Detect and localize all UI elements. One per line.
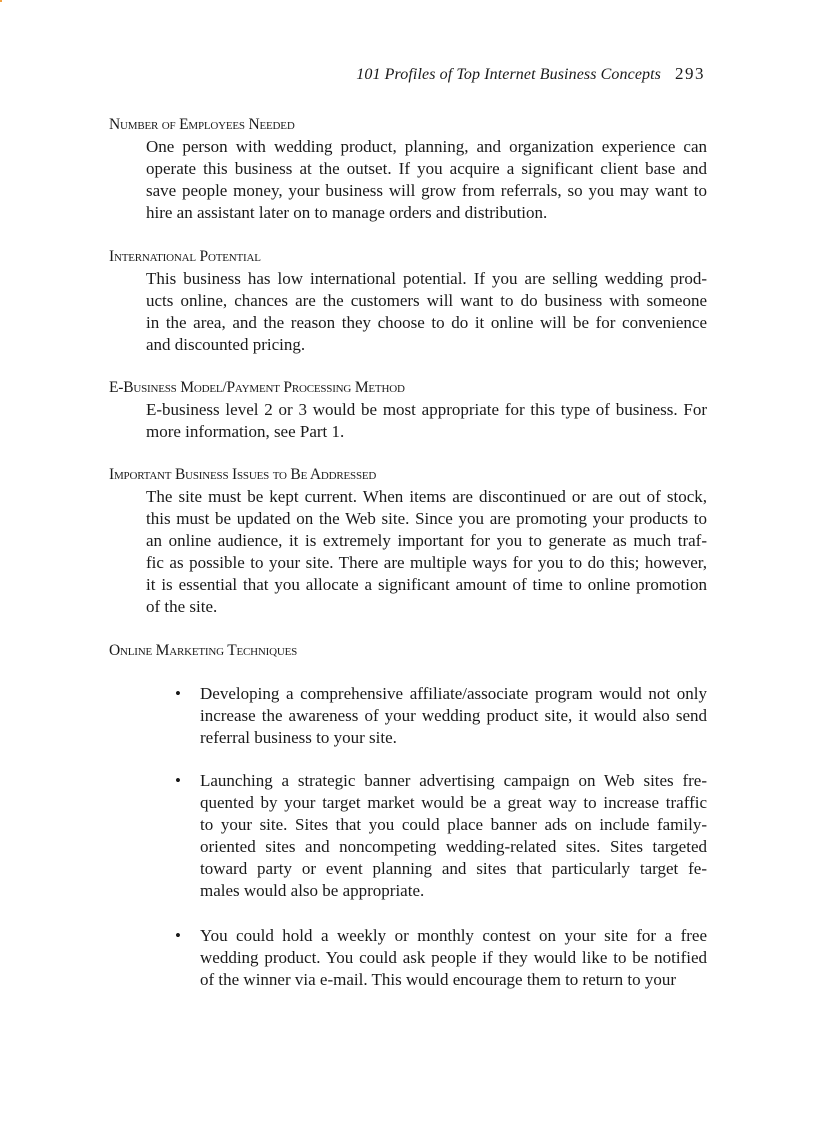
text-line: operate this business at the outset. If you acquire a significant client base and [146,159,707,178]
text-line: referral business to your site. [200,728,397,747]
text-line: hire an assistant later on to manage orders and distribution. [146,203,548,222]
bullet-item [175,683,707,749]
text-line: ucts online, chances are the customers will want to do business with someone [146,291,707,310]
text-line: fic as possible to your site. There are multiple ways for you to do this; however, [146,553,707,572]
text-line: One person with wedding product, planning, and organization experience can [146,137,707,156]
bullet-icon: • [175,684,181,703]
section-paragraph [146,136,707,224]
text-line: this must be updated on the Web site. Since you are promoting your products to [146,509,707,528]
text-line: increase the awareness of your wedding product site, it would also send [200,706,707,725]
text-line: You could hold a weekly or monthly contest on your site for a free [200,926,707,945]
section-paragraph [146,268,707,356]
text-line: This business has low international potential. If you are selling wedding prod- [146,269,707,288]
text-line: Launching a strategic banner advertising campaign on Web sites fre- [200,771,707,790]
section [109,640,707,989]
bullet-item [175,770,707,902]
scan-artifact [0,0,2,2]
text-line: oriented sites and noncompeting wedding-related sites. Sites targeted [200,837,707,856]
section-heading: Number of Employees Needed [109,116,295,133]
text-line: The site must be kept current. When items are discontinued or are out of stock, [146,487,707,506]
section-heading: E-Business Model/Payment Processing Method [109,379,405,396]
text-line: in the area, and the reason they choose to do it online will be for convenience [146,313,707,332]
running-header [300,64,705,84]
bullet-icon: • [175,926,181,945]
text-line: quented by your target market would be a great way to increase traffic [200,793,707,812]
section-paragraph [146,399,707,443]
section [109,464,707,618]
page-number: 293 [675,64,705,83]
text-line: an online audience, it is extremely important for you to generate as much traf- [146,531,707,550]
section-heading: International Potential [109,248,261,265]
text-line: Developing a comprehensive affiliate/associate program would not only [200,684,707,703]
section-heading: Online Marketing Techniques [109,642,298,659]
text-line: toward party or event planning and sites that particularly target fe- [200,859,707,878]
section-paragraph [146,486,707,618]
text-line: males would also be appropriate. [200,881,425,900]
text-line: wedding product. You could ask people if they would like to be notified [200,948,707,967]
text-line: it is essential that you allocate a significant amount of time to online promotion [146,575,707,594]
text-line: save people money, your business will grow from referrals, so you may want to [146,181,707,200]
bullet-item [175,925,707,991]
text-line: E-business level 2 or 3 would be most appropriate for this type of business. For [146,400,707,419]
section [109,377,707,443]
text-line: of the winner via e-mail. This would encourage them to return to your [200,970,677,989]
section-heading: Important Business Issues to Be Addressed [109,466,377,483]
book-title: 101 Profiles of Top Internet Business Concepts [356,66,661,83]
text-line: and discounted pricing. [146,335,306,354]
text-line: more information, see Part 1. [146,422,345,441]
bullet-icon: • [175,771,181,790]
text-line: to your site. Sites that you could place banner ads on include family- [200,815,707,834]
text-line: of the site. [146,597,218,616]
section [109,114,707,224]
section [109,246,707,356]
